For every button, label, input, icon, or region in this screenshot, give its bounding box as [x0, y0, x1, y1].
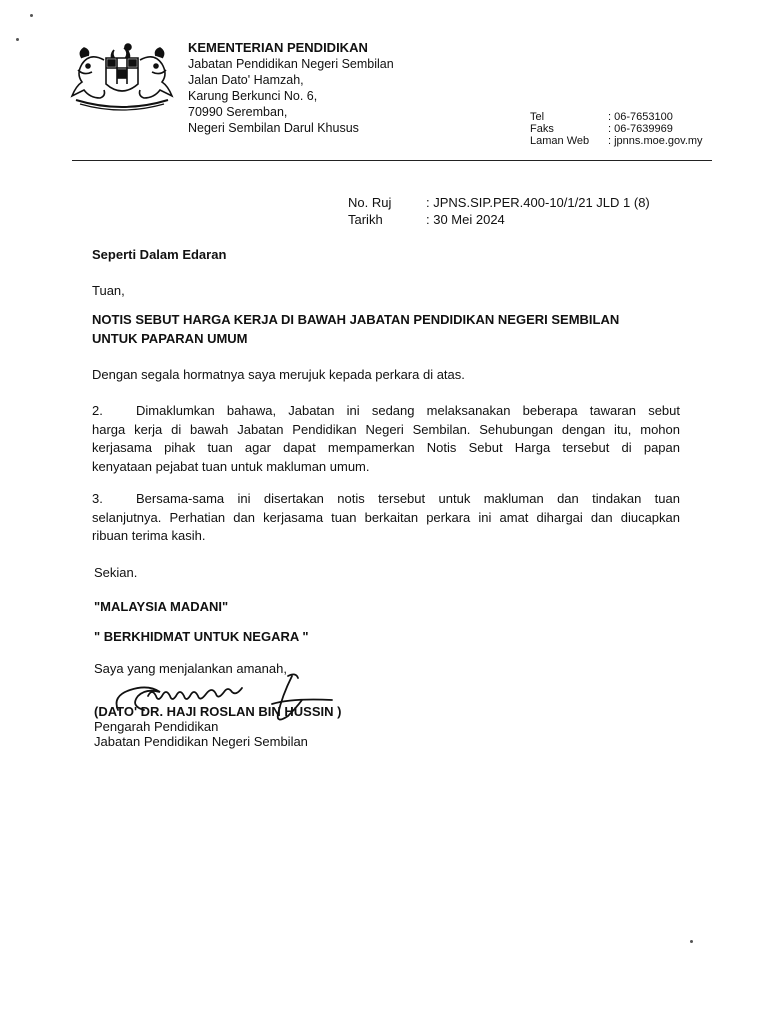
sign-off: Saya yang menjalankan amanah, [94, 661, 287, 676]
web-value: : jpnns.moe.gov.my [608, 135, 703, 147]
tel-label: Tel [530, 111, 545, 123]
slogan-berkhidmat: " BERKHIDMAT UNTUK NEGARA " [94, 629, 309, 644]
address-line: Karung Berkunci No. 6, [188, 89, 318, 103]
subject-line: UNTUK PAPARAN UMUM [92, 331, 248, 346]
contact-info [530, 111, 703, 147]
paragraph-line: Bersama-sama ini disertakan notis tersebut untuk makluman dan tindakan tuan [136, 491, 680, 506]
closing: Sekian. [94, 565, 138, 580]
address-line: Jalan Dato' Hamzah, [188, 73, 304, 87]
ref-value: : JPNS.SIP.PER.400-10/1/21 JLD 1 (8) [426, 195, 650, 210]
ref-label: No. Ruj [348, 195, 392, 210]
recipient: Seperti Dalam Edaran [92, 247, 227, 262]
signatory-title: Pengarah Pendidikan [94, 719, 219, 734]
header-divider [72, 160, 712, 161]
fax-label: Faks [530, 123, 554, 135]
web-label: Laman Web [530, 135, 590, 147]
subject [92, 310, 619, 348]
letterhead-address [188, 40, 394, 136]
signatory-block [94, 704, 341, 749]
signatory-name: (DATO' DR. HAJI ROSLAN BIN HUSSIN ) [94, 704, 342, 719]
paragraph-line: kenyataan pejabat tuan untuk makluman umum. [92, 458, 370, 474]
opening-line: Dengan segala hormatnya saya merujuk kepada perkara di atas. [92, 367, 465, 382]
reference-block [348, 194, 650, 228]
date-value: : 30 Mei 2024 [426, 212, 505, 227]
scan-speck [30, 14, 33, 17]
department-name: Jabatan Pendidikan Negeri Sembilan [188, 57, 394, 71]
scan-speck [16, 38, 19, 41]
fax-value: : 06-7639969 [608, 123, 673, 135]
paragraph-line: harga kerja di bawah Jabatan Pendidikan Negeri Sembilan. Sehubungan dengan itu, mohon [92, 421, 680, 437]
address-line: 70990 Seremban, [188, 105, 288, 119]
paragraph-line: Dimaklumkan bahawa, Jabatan ini sedang melaksanakan beberapa tawaran sebut [136, 403, 680, 418]
paragraph-line: ribuan terima kasih. [92, 528, 206, 543]
subject-line: NOTIS SEBUT HARGA KERJA DI BAWAH JABATAN PENDIDIKAN NEGERI SEMBILAN [92, 312, 620, 327]
signatory-department: Jabatan Pendidikan Negeri Sembilan [94, 734, 308, 749]
ministry-name: KEMENTERIAN PENDIDIKAN [188, 40, 368, 55]
slogan-malaysia-madani: "MALAYSIA MADANI" [94, 599, 229, 614]
salutation: Tuan, [92, 283, 125, 298]
paragraph-number: 2. [92, 403, 103, 418]
paragraph-line: selanjutnya. Perhatian dan kerjasama tuan berkaitan perkara ini amat dihargai dan diucapkan [92, 509, 680, 525]
coat-of-arms-icon [68, 40, 176, 112]
paragraph-2 [92, 402, 680, 476]
paragraph-number: 3. [92, 491, 103, 506]
paragraph-line: kerjasama pihak tuan agar dapat mempamerkan Notis Sebut Harga tersebut di papan [92, 440, 680, 455]
tel-value: : 06-7653100 [608, 111, 673, 123]
address-line: Negeri Sembilan Darul Khusus [188, 121, 359, 135]
scan-speck [690, 940, 693, 943]
date-label: Tarikh [348, 212, 383, 227]
paragraph-3 [92, 490, 680, 546]
